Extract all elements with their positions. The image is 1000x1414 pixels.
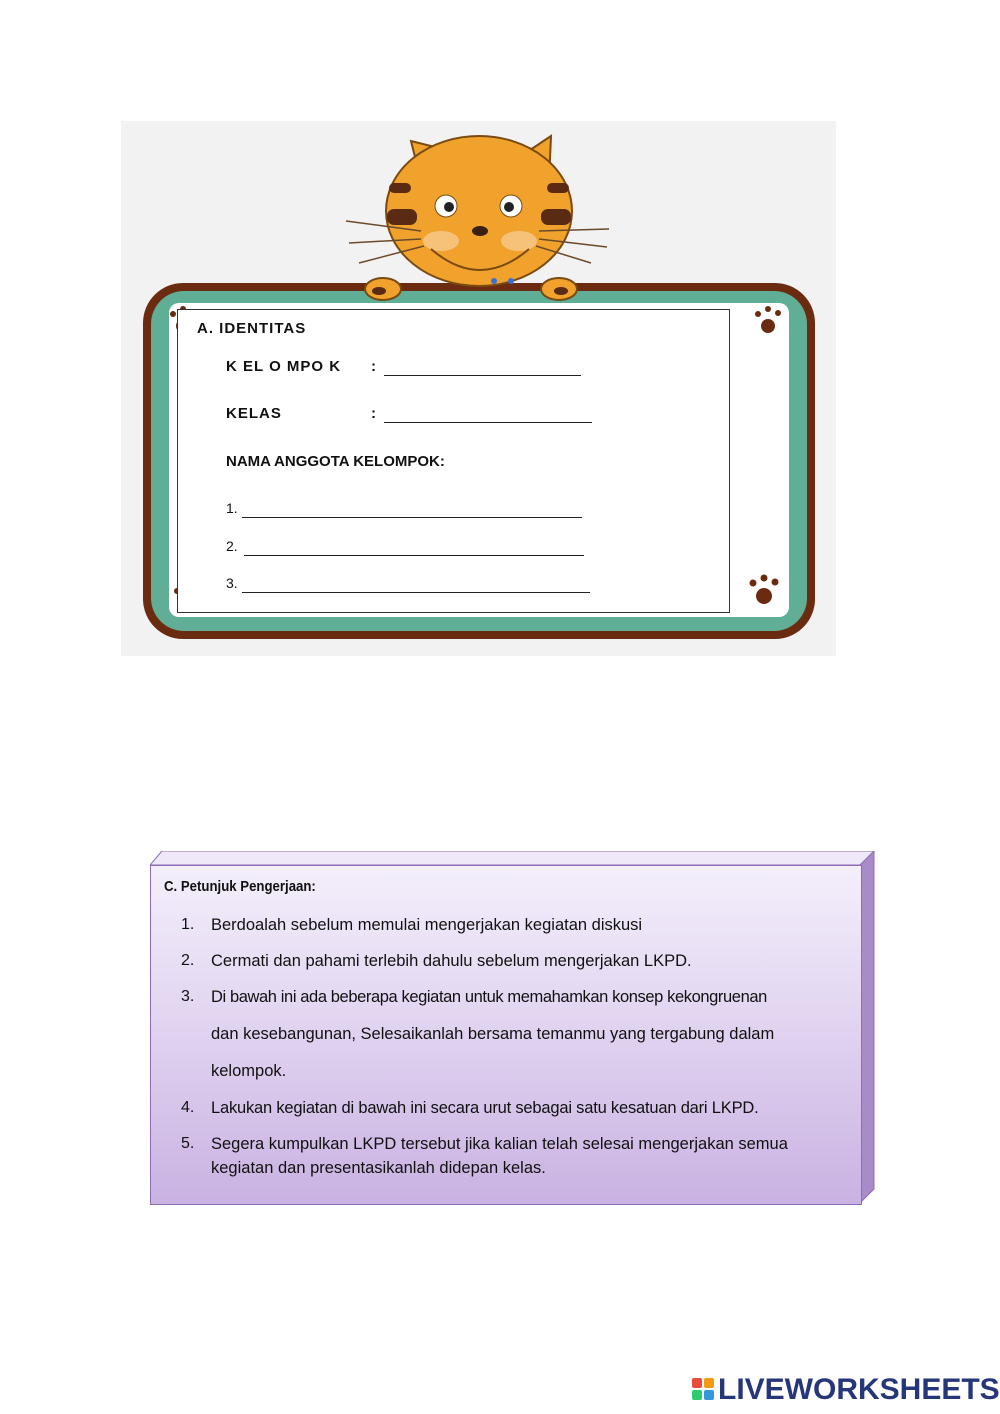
step-number: 2. <box>181 952 195 969</box>
step-number: 5. <box>181 1135 195 1152</box>
step-text: kegiatan dan presentasikanlah didepan kelas. <box>211 1159 546 1177</box>
instructions-title: C. Petunjuk Pengerjaan: <box>164 878 316 895</box>
liveworksheets-logo <box>692 1374 1000 1406</box>
step-text: Segera kumpulkan LKPD tersebut jika kalian telah selesai mengerjakan semua <box>211 1135 788 1153</box>
identity-form <box>177 309 730 613</box>
step-text: Cermati dan pahami terlebih dahulu sebelum mengerjakan LKPD. <box>211 952 692 970</box>
colon: : <box>371 405 377 422</box>
kelas-label: KELAS <box>226 405 282 422</box>
member-number: 1. <box>226 500 238 516</box>
step-number: 4. <box>181 1099 195 1116</box>
kelompok-field[interactable] <box>384 375 581 376</box>
step-text: Berdoalah sebelum memulai mengerjakan kegiatan diskusi <box>211 916 643 934</box>
member-number: 2. <box>226 538 238 554</box>
instructions-box <box>150 865 862 1205</box>
section-title: A. IDENTITAS <box>197 320 307 337</box>
members-label: NAMA ANGGOTA KELOMPOK: <box>226 453 445 470</box>
step-text: Lakukan kegiatan di bawah ini secara urut sebagai satu kesatuan dari LKPD. <box>211 1099 759 1117</box>
step-text: Di bawah ini ada beberapa kegiatan untuk memahamkan konsep kekongruenan <box>211 988 767 1006</box>
kelas-field[interactable] <box>384 422 592 423</box>
step-text: dan kesebangunan, Selesaikanlah bersama temanmu yang tergabung dalam <box>211 1025 775 1043</box>
kelompok-label: K EL O MPO K <box>226 358 342 375</box>
member-field-3[interactable] <box>242 592 590 593</box>
colon: : <box>371 358 377 375</box>
member-field-1[interactable] <box>242 517 582 518</box>
member-number: 3. <box>226 575 238 591</box>
box-bevel <box>150 851 874 866</box>
member-field-2[interactable] <box>244 555 584 556</box>
step-text: kelompok. <box>211 1062 287 1080</box>
identity-card <box>121 121 836 656</box>
step-number: 3. <box>181 988 195 1005</box>
brand-icon <box>692 1378 716 1402</box>
step-number: 1. <box>181 916 195 933</box>
brand-name: LIVEWORKSHEETS <box>718 1373 1000 1406</box>
